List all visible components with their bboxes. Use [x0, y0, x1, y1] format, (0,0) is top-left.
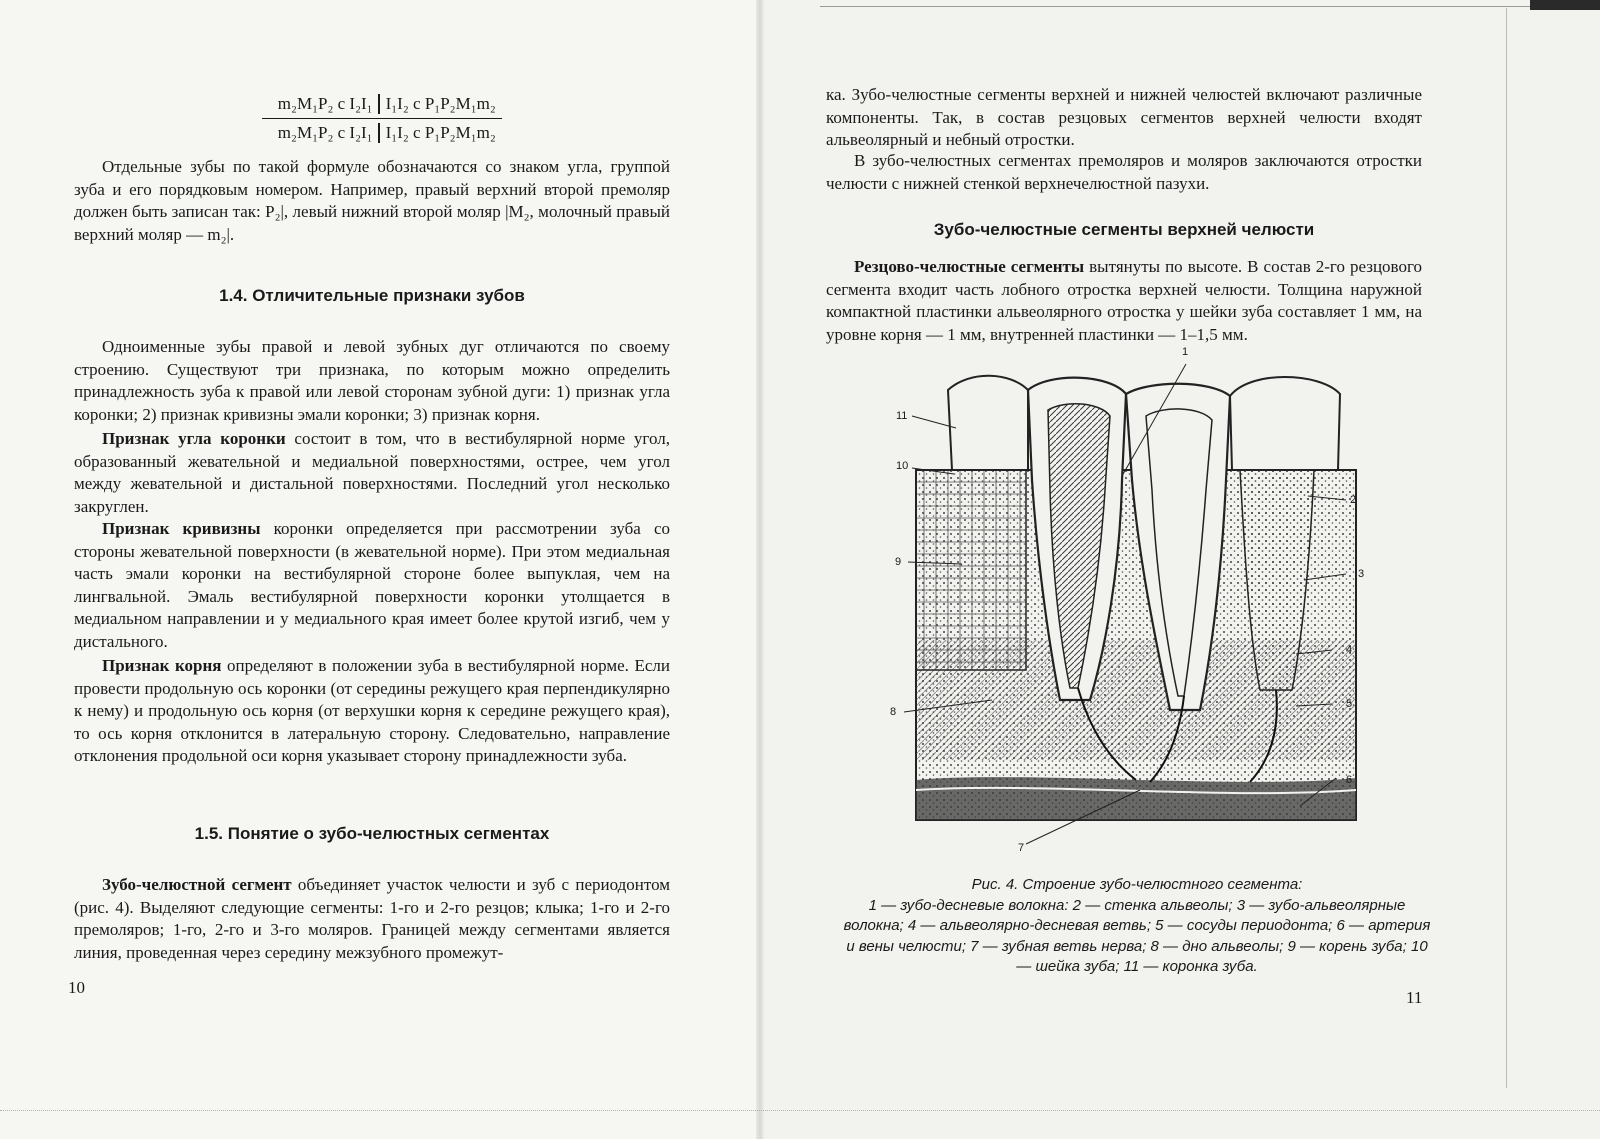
term-segment: Зубо-челюстной сегмент [102, 875, 292, 894]
figure-label-8: 8 [890, 706, 897, 718]
figure-caption [838, 875, 1436, 978]
jaw-vessels-band [916, 777, 1356, 820]
text-incisor-segments: вытянуты по высоте. В состав 2-го резцового сегмента входит часть лобного отростка верхней челюсти. Толщина наружной компактной пластинки альвеолярного отростка у шейки зуба составляет 1 мм, на уровне корня — 1 мм, внутренней пластинки — 1–1,5 мм. [826, 257, 1422, 344]
scan-corner-mark [1530, 0, 1600, 10]
text-crown-angle: состоит в том, что в вестибулярной норме угол, образованный жевательной и медиальной поверхностями, острее, чем угол между жевательной и дистальной поверхностями. Последний угол несколько закруглен. [74, 429, 670, 516]
figure-label-7: 7 [1018, 842, 1025, 854]
paragraph-notation: Отдельные зубы по такой формуле обозначаются со знаком угла, группой зуба и его порядковым номером. Например, правый верхний второй премоляр должен быть записан так: P₂|, левый нижний второй моляр |M₂, молочный правый верхний моляр — m₂|. [74, 157, 670, 244]
paragraph-segment-definition [74, 874, 670, 964]
section-heading-1-5: 1.5. Понятие о зубо-челюстных сегментах [194, 824, 550, 843]
paragraph-root-sign [74, 655, 670, 768]
figure-label-1: 1 [1182, 346, 1189, 358]
formula-lower-left: m₂M₁P₂ c I₂I₁ [277, 123, 373, 142]
formula-lower-right: I₁I₂ c P₁P₂M₁m₂ [378, 123, 512, 143]
page-number-left: 10 [68, 978, 85, 997]
dental-segment-illustration [900, 350, 1380, 860]
caption-legend: 1 — зубо-десневые волокна: 2 — стенка альвеолы; 3 — зубо-альвеолярные волокна; 4 — альвеолярно-десневая ветвь; 5 — сосуды периодонта; 6 — артерия и вены челюсти; 7 — зубная ветвь нерва; 8 — дно альвеолы; 9 — корень зуба; 10 — шейка зуба; 11 — коронка зуба. [843, 896, 1431, 975]
term-root-sign: Признак корня [102, 656, 222, 675]
figure-label-6: 6 [1346, 774, 1353, 786]
figure-label-10: 10 [896, 460, 909, 472]
paragraph-crown-angle [74, 428, 670, 518]
paragraph-distinctive-signs: Одноименные зубы правой и левой зубных дуг отличаются по своему строению. Существуют три признака, по которым можно определить принадлежность зуба к правой или левой сторонам зубной дуги: 1) признак угла коронки; 2) признак кривизны эмали коронки; 3) признак корня. [74, 337, 670, 424]
paragraph-premolar-segments: В зубо-челюстных сегментах премоляров и моляров заключаются отростки челюсти с нижней стенкой верхнечелюстной пазухи. [826, 151, 1422, 193]
paragraph-curvature [74, 518, 670, 653]
section-heading-1-4: 1.4. Отличительные признаки зубов [219, 286, 525, 305]
crown-left-tooth [948, 376, 1028, 470]
formula-upper-right: I₁I₂ c P₁P₂M₁m₂ [378, 94, 512, 114]
text-root-sign: определяют в положении зуба в вестибулярной норме. Если провести продольную ось коронки (от середины режущего края перпендикулярно к нему) и продольную ось корня (от верхушки корня к середине режущего края), то ось корня отклонится в латеральную сторону. Следовательно, направление отклонения продольной оси корня указывает сторону принадлежности зуба. [74, 656, 670, 765]
text-curvature: коронки определяется при рассмотрении зуба со стороны жевательной поверхности (в жевательной норме). При этом медиальная часть эмали коронки на вестибулярной стороне более выпуклая, чем на лингвальной. Эмаль вестибулярной поверхности коронки утолщается в медиальном направлении и у медиального края имеет более крутой изгиб, чем у дистального. [74, 519, 670, 651]
paragraph-continuation: ка. Зубо-челюстные сегменты верхней и нижней челюстей включают различные компоненты. Так, в состав резцовых сегментов верхней челюсти входят альвеолярный и небный отростки. [826, 85, 1422, 149]
book-gutter [756, 0, 764, 1139]
dental-formula [262, 90, 512, 147]
crown-right-tooth [1230, 377, 1340, 470]
paragraph-incisor-segments [826, 256, 1422, 346]
caption-title: Рис. 4. Строение зубо-челюстного сегмента: [971, 876, 1303, 893]
text-segment: объединяет участок челюсти и зуб с периодонтом (рис. 4). Выделяют следующие сегменты: 1-го и 2-го резцов; клыка; 1-го и 2-го премоляров; 1-го, 2-го и 3-го моляров. Границей между сегментами является линия, проведенная через середину межзубного промежут- [74, 875, 671, 962]
formula-upper-left: m₂M₁P₂ c I₂I₁ [277, 94, 373, 113]
figure-label-9: 9 [895, 556, 902, 568]
page-number-right: 11 [1406, 988, 1423, 1007]
figure-label-3: 3 [1358, 568, 1365, 580]
scan-edge-bottom [0, 1110, 1600, 1112]
scan-edge-right [1506, 8, 1507, 1088]
scan-edge-top [820, 6, 1540, 7]
figure-label-2: 2 [1350, 494, 1357, 506]
figure-label-4: 4 [1346, 644, 1353, 656]
term-incisor-segments: Резцово-челюстные сегменты [854, 257, 1085, 276]
figure-label-11: 11 [896, 410, 908, 422]
term-curvature: Признак кривизны [102, 519, 261, 538]
term-crown-angle: Признак угла коронки [102, 429, 286, 448]
section-heading-upper-jaw: Зубо-челюстные сегменты верхней челюсти [933, 220, 1315, 239]
figure-label-5: 5 [1346, 698, 1353, 710]
